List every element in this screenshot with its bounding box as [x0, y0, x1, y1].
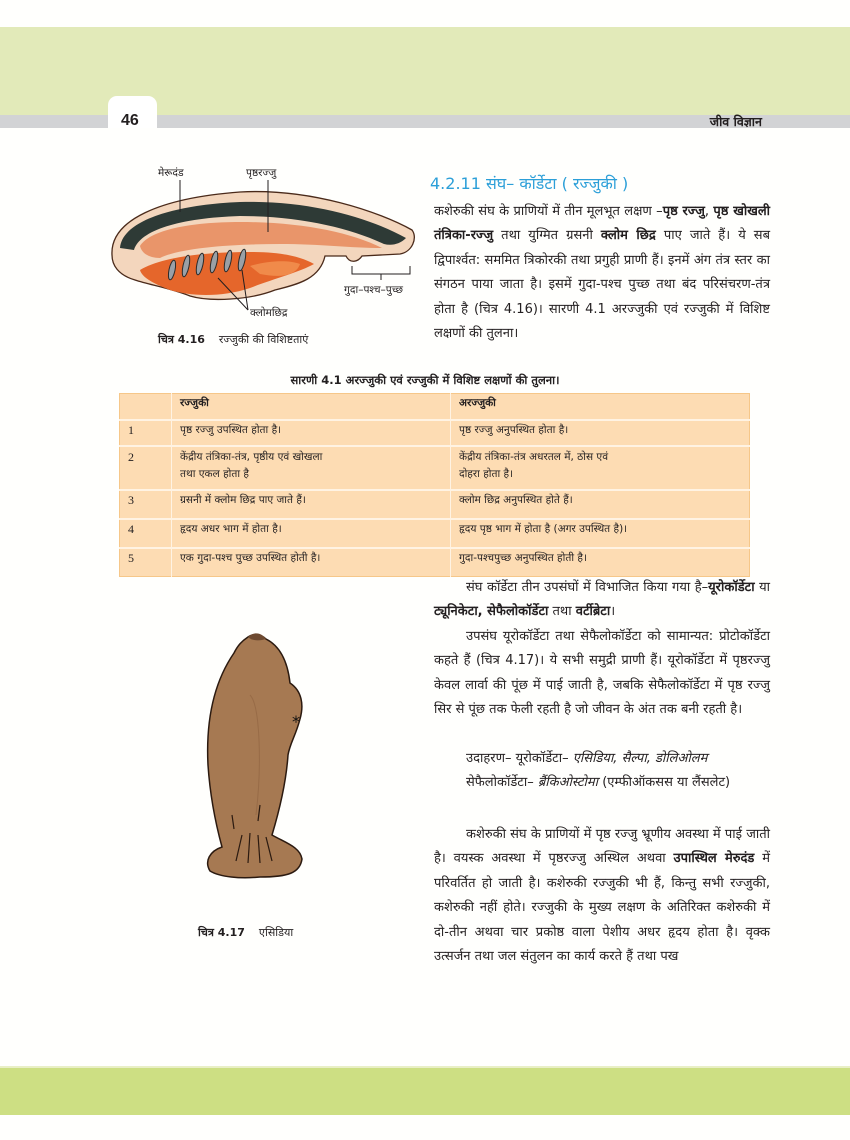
table-row: [120, 420, 750, 446]
bold-term: वर्टीब्रेटा: [575, 604, 611, 620]
example-cephalochordata: [434, 771, 770, 795]
caption-number: चित्र 4.17: [198, 926, 245, 939]
label-gill-slits: क्लोमछिद्र: [250, 307, 288, 319]
text: (एम्फीऑकसस या लैंसलेट): [598, 775, 731, 790]
text: तथा: [548, 604, 576, 620]
text: पाए जाते हैं। ये सब द्विपार्श्वत: सममित त्रिकोरकी तथा प्रगुही प्राणी हैं। इनमें अंग तंत्र स्तर का संगठन पाया जाता है। इसमें गुदा-पश्च पुच्छ तथा बंद परिसंचरण-तंत्र होता है (चित्र 4.16)। सारणी 4.1 अरज्जुकी एवं रज्जुकी में विशिष्ट लक्षणों की तुलना।: [434, 228, 771, 342]
text: या: [754, 580, 770, 595]
row-number: 4: [120, 519, 172, 548]
subphyla-paragraph: [434, 576, 770, 625]
text: ,: [704, 204, 714, 219]
cell-chordata: [172, 446, 451, 490]
footer-band: [0, 1068, 850, 1115]
cell-non-chordata: गुदा-पश्चपुच्छ अनुपस्थित होती है।: [451, 548, 750, 577]
row-number: 3: [120, 490, 172, 519]
cell-non-chordata: हृदय पृष्ठ भाग में होता है (अगर उपस्थित है)।: [451, 519, 750, 548]
table-header-row: [120, 394, 750, 421]
text: सेफैलोकॉर्डेटा–: [466, 775, 538, 790]
caption-text: रज्जुकी की विशिष्टताएं: [218, 333, 309, 346]
text: में परिवर्तित हो जाती है। कशेरुकी रज्जुकी भी हैं, किन्तु सभी रज्जुकी, कशेरुकी नहीं होते। रज्जुकी के मुख्य लक्षण के अतिरिक्त कशेरुकी में दो-तीन अथवा चार प्रकोष्ठ वाला पेशीय अधर हृदय होता है। वृक्क उत्सर्जन तथा जल संतुलन का कार्य करते हैं तथा पख: [434, 851, 770, 965]
ascidia-illustration: [150, 625, 350, 925]
header-non-chordata: अरज्जुकी: [451, 394, 750, 421]
table-row: [120, 446, 750, 490]
cell-chordata: पृष्ठ रज्जु उपस्थित होता है।: [172, 420, 451, 446]
asterisk-marker: *: [292, 712, 300, 731]
row-number: 5: [120, 548, 172, 577]
vertebrata-paragraph: [434, 823, 770, 969]
section-heading: 4.2.11 संघ– कॉर्डेटा ( रज्जुकी ): [430, 174, 629, 193]
cell-chordata: ग्रसनी में क्लोम छिद्र पाए जाते हैं।: [172, 490, 451, 519]
figure-4-16: [100, 160, 420, 360]
table-title: सारणी 4.1 अरज्जुकी एवं रज्जुकी में विशिष्ट लक्षणों की तुलना।: [290, 373, 560, 387]
cell-line: केंद्रीय तंत्रिका-तंत्र, पृष्ठीय एवं खोखला: [180, 451, 323, 463]
cell-chordata: एक गुदा-पश्च पुच्छ उपस्थित होती है।: [172, 548, 451, 577]
page-number: 46: [121, 112, 139, 129]
protochordata-paragraph: उपसंघ यूरोकॉर्डेटा तथा सेफैलोकॉर्डेटा को सामान्यत: प्रोटोकॉर्डेटा कहते हैं (चित्र 4.17)। ये सभी समुद्री प्राणी हैं। यूरोकॉर्डेटा में पृष्ठरज्जु केवल लार्वा की पूंछ में पाई जाती है, जबकि सेफैलोकॉर्डेटा में पृष्ठ रज्जु सिर से पूंछ तक फेली रहती है जो जीवन के अंत तक बनी रहती है।: [434, 629, 770, 718]
caption-number: चित्र 4.16: [158, 333, 205, 346]
intro-paragraph: [434, 200, 770, 346]
figure-4-17-caption: [198, 925, 293, 940]
caption-text: एसिडिया: [258, 926, 294, 939]
bold-term: उपास्थिल मेरुदंड: [673, 851, 755, 867]
cell-non-chordata: पृष्ठ रज्जु अनुपस्थित होता है।: [451, 420, 750, 446]
bold-term: यूरोकॉर्डेटा: [708, 580, 755, 595]
text: तथा युग्मित ग्रसनी: [493, 228, 601, 244]
table-row: [120, 490, 750, 519]
cell-non-chordata: क्लोम छिद्र अनुपस्थित होते हैं।: [451, 490, 750, 519]
bold-term: ट्यूनिकेटा, सेफैलोकॉर्डेटा: [434, 604, 549, 620]
text: ।: [610, 604, 616, 620]
bold-term: पृष्ठ खोखली तंत्रिका-रज्जु: [434, 204, 771, 244]
bold-term: क्लोम छिद्र: [600, 228, 656, 244]
text: संघ कॉर्डेटा तीन उपसंघों में विभाजित किया गया है–: [466, 580, 709, 595]
table-row: [120, 548, 750, 577]
header-num: [120, 394, 172, 421]
cell-chordata: हृदय अधर भाग में होता है।: [172, 519, 451, 548]
italic-term: ब्रैंकिओस्टोमा: [537, 775, 599, 790]
running-head: जीव विज्ञान: [709, 114, 762, 129]
cell-line: केंद्रीय तंत्रिका-तंत्र अधरतल में, ठोस एवं: [459, 451, 609, 463]
comparison-table: [119, 393, 750, 577]
label-vertebral-column: मेरूदंड: [158, 167, 184, 179]
row-number: 2: [120, 446, 172, 490]
text: कशेरुकी संघ के प्राणियों में तीन मूलभूत लक्षण –: [434, 204, 663, 219]
cell-line: तथा एकल होता है: [180, 468, 249, 480]
cell-non-chordata: [451, 446, 750, 490]
chordate-diagram: [100, 160, 420, 360]
text: उदाहरण– यूरोकॉर्डेटा–: [466, 751, 573, 766]
row-number: 1: [120, 420, 172, 446]
text: कशेरुकी संघ के प्राणियों में पृष्ठ रज्जु भ्रूणीय अवस्था में पाई जाती है। वयस्क अवस्था में पृष्ठरज्जु अस्थिल अथवा: [434, 827, 770, 867]
cell-line: दोहरा होता है।: [459, 468, 514, 480]
bold-term: पृष्ठ रज्जु: [662, 204, 705, 219]
header-chordata: रज्जुकी: [172, 394, 451, 421]
figure-4-17: [150, 625, 350, 939]
label-dorsal-cord: पृष्ठरज्जु: [246, 167, 277, 179]
italic-term: एसिडिया, सैल्पा, डोलिओलम: [572, 751, 708, 766]
figure-4-16-caption: [158, 332, 308, 347]
label-post-anal-tail: गुदा–पश्च–पुच्छ: [344, 284, 403, 296]
table-row: [120, 519, 750, 548]
example-urochordata: [434, 747, 770, 771]
